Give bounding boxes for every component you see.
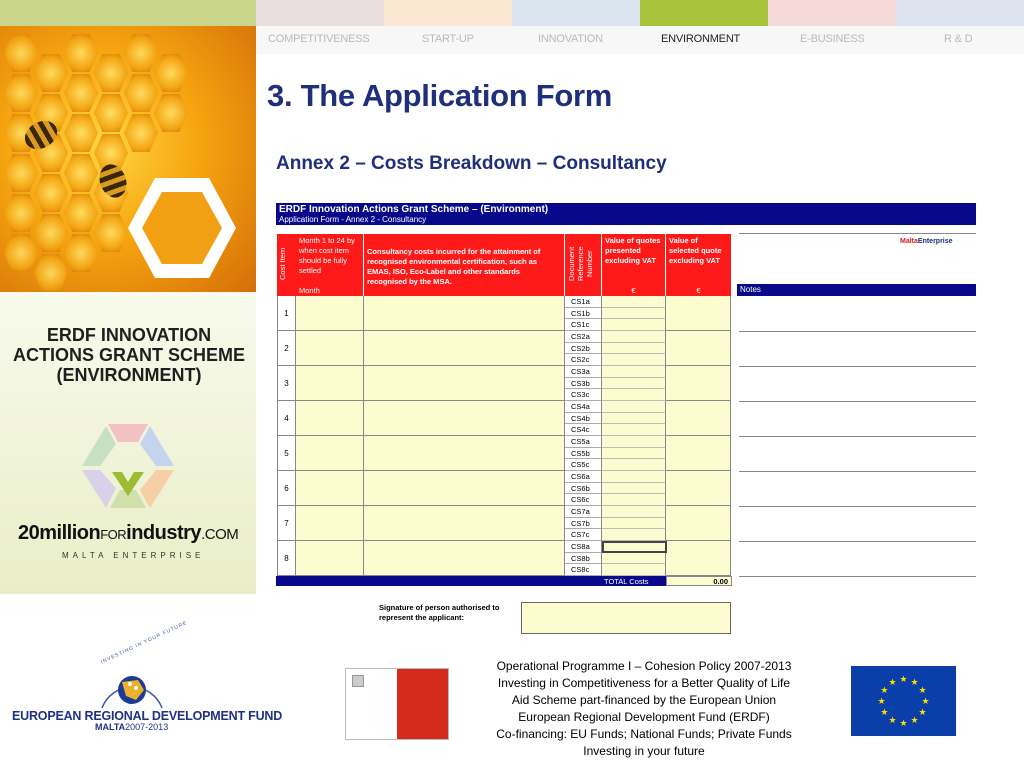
notes-line[interactable] xyxy=(739,436,976,437)
month-cell[interactable] xyxy=(296,296,364,331)
cost-item-number: 8 xyxy=(277,541,296,576)
quote-value-cell[interactable] xyxy=(602,471,666,483)
erdf-title: EUROPEAN REGIONAL DEVELOPMENT FUND xyxy=(12,709,283,723)
form-header xyxy=(276,203,976,225)
notes-line[interactable] xyxy=(739,331,976,332)
quote-value-cell[interactable] xyxy=(602,518,666,530)
quote-value-cell[interactable] xyxy=(602,483,666,495)
quote-value-cell[interactable] xyxy=(602,413,666,425)
selected-value-cell[interactable] xyxy=(666,401,731,436)
quote-value-cell[interactable] xyxy=(602,424,666,436)
doc-ref-number: CS2a xyxy=(565,331,602,343)
brand-malta-enterprise: MALTA ENTERPRISE xyxy=(62,551,205,560)
doc-ref-number: CS5c xyxy=(565,459,602,471)
doc-ref-number: CS2b xyxy=(565,343,602,355)
footer-line: Investing in Competitiveness for a Better Quality of Life xyxy=(497,676,791,690)
eu-star-icon: ★ xyxy=(899,718,908,728)
doc-ref-number: CS2c xyxy=(565,354,602,366)
notes-line[interactable] xyxy=(739,401,976,402)
selected-cell-highlight[interactable] xyxy=(602,541,667,553)
eu-star-icon: ★ xyxy=(921,696,930,706)
col-value-selected: Value of selected quote excluding VAT xyxy=(666,234,731,286)
col-docref: Document Reference Number xyxy=(565,234,601,296)
month-cell[interactable] xyxy=(296,436,364,471)
quote-value-cell[interactable] xyxy=(602,389,666,401)
notes-top-line xyxy=(739,233,976,234)
consultancy-subheader xyxy=(364,286,564,296)
quote-value-cell[interactable] xyxy=(602,308,666,320)
doc-ref-number: CS8a xyxy=(565,541,602,553)
doc-ref-number: CS1a xyxy=(565,296,602,308)
consultancy-cell[interactable] xyxy=(364,436,565,471)
quote-value-cell[interactable] xyxy=(602,494,666,506)
nav-item-innovation[interactable]: INNOVATION xyxy=(538,33,603,45)
consultancy-cell[interactable] xyxy=(364,401,565,436)
month-cell[interactable] xyxy=(296,506,364,541)
notes-line[interactable] xyxy=(739,541,976,542)
selected-value-cell[interactable] xyxy=(666,296,731,331)
month-cell[interactable] xyxy=(296,471,364,506)
consultancy-cell[interactable] xyxy=(364,541,565,576)
eu-flag-icon xyxy=(851,666,956,736)
nav-color-strip xyxy=(256,0,1024,26)
quote-value-cell[interactable] xyxy=(602,459,666,471)
selected-value-cell[interactable] xyxy=(666,471,731,506)
consultancy-cell[interactable] xyxy=(364,366,565,401)
nav-strip-segment xyxy=(256,0,384,26)
cost-item-number: 7 xyxy=(277,506,296,541)
nav-strip-segment xyxy=(640,0,768,26)
selected-value-cell[interactable] xyxy=(666,436,731,471)
doc-ref-number: CS8c xyxy=(565,564,602,576)
notes-line[interactable] xyxy=(739,366,976,367)
doc-ref-number: CS7a xyxy=(565,506,602,518)
month-cell[interactable] xyxy=(296,331,364,366)
erdf-motto: INVESTING IN YOUR FUTURE xyxy=(100,619,189,666)
total-label: TOTAL Costs xyxy=(604,577,649,586)
quote-value-cell[interactable] xyxy=(602,378,666,390)
doc-ref-number: CS7c xyxy=(565,529,602,541)
nav-item-r-d[interactable]: R & D xyxy=(944,33,973,45)
selected-value-cell[interactable] xyxy=(666,331,731,366)
quote-value-cell[interactable] xyxy=(602,354,666,366)
col-month: Month 1 to 24 by when cost item should be fully settled xyxy=(296,234,363,286)
footer-line: European Regional Development Fund (ERDF) xyxy=(518,710,770,724)
quote-value-cell[interactable] xyxy=(602,448,666,460)
nav-strip-segment xyxy=(768,0,896,26)
nav-strip-segment xyxy=(512,0,640,26)
quote-value-cell[interactable] xyxy=(602,331,666,343)
doc-ref-number: CS3a xyxy=(565,366,602,378)
doc-ref-number: CS7b xyxy=(565,518,602,530)
selected-value-cell[interactable] xyxy=(666,366,731,401)
sidebar-top-band xyxy=(0,0,256,26)
month-cell[interactable] xyxy=(296,366,364,401)
signature-field[interactable] xyxy=(521,602,731,634)
quote-value-cell[interactable] xyxy=(602,553,666,565)
doc-ref-number: CS5b xyxy=(565,448,602,460)
quote-value-cell[interactable] xyxy=(602,564,666,576)
honeycomb-image xyxy=(0,26,256,292)
erdf-malta-years: MALTA2007-2013 xyxy=(95,722,169,732)
month-cell[interactable] xyxy=(296,541,364,576)
eu-star-icon: ★ xyxy=(899,674,908,684)
month-cell[interactable] xyxy=(296,401,364,436)
consultancy-cell[interactable] xyxy=(364,296,565,331)
doc-ref-number: CS4b xyxy=(565,413,602,425)
eu-star-icon: ★ xyxy=(918,685,927,695)
doc-ref-number: CS4c xyxy=(565,424,602,436)
20million-logo-icon xyxy=(78,420,178,512)
cost-item-number: 5 xyxy=(277,436,296,471)
malta-flag-icon xyxy=(345,668,449,740)
notes-line[interactable] xyxy=(739,506,976,507)
doc-ref-number: CS1b xyxy=(565,308,602,320)
doc-ref-number: CS5a xyxy=(565,436,602,448)
cost-item-number: 3 xyxy=(277,366,296,401)
doc-ref-number: CS1c xyxy=(565,319,602,331)
footer-line: Investing in your future xyxy=(583,744,705,758)
consultancy-cell[interactable] xyxy=(364,331,565,366)
eu-star-icon: ★ xyxy=(888,715,897,726)
eu-star-icon: ★ xyxy=(880,707,889,717)
notes-header: Notes xyxy=(737,284,976,296)
currency-quotes: € xyxy=(602,286,665,296)
scheme-title: ERDF INNOVATION ACTIONS GRANT SCHEME (ENVIRONMENT) xyxy=(12,325,245,385)
doc-ref-number: CS3c xyxy=(565,389,602,401)
cost-item-number: 6 xyxy=(277,471,296,506)
footer-line: Co-financing: EU Funds; National Funds; Private Funds xyxy=(496,727,792,741)
cost-item-number: 4 xyxy=(277,401,296,436)
erdf-malta-logo-icon xyxy=(92,660,172,712)
footer-text xyxy=(463,658,825,760)
footer-line: Operational Programme I – Cohesion Policy 2007-2013 xyxy=(496,659,792,673)
nav-item-start-up[interactable]: START-UP xyxy=(422,33,474,45)
doc-ref-number: CS8b xyxy=(565,553,602,565)
quote-value-cell[interactable] xyxy=(602,319,666,331)
notes-line[interactable] xyxy=(739,471,976,472)
brand-20million: 20millionFORindustry.COM xyxy=(18,522,239,544)
total-row xyxy=(276,576,732,586)
quote-value-cell[interactable] xyxy=(602,296,666,308)
doc-ref-number: CS6b xyxy=(565,483,602,495)
selected-value-cell[interactable] xyxy=(666,541,731,576)
selected-value-cell[interactable] xyxy=(666,506,731,541)
month-subheader: Month xyxy=(296,286,363,296)
nav-strip-segment xyxy=(384,0,512,26)
nav-item-e-business[interactable]: E-BUSINESS xyxy=(800,33,865,45)
quote-value-cell[interactable] xyxy=(602,529,666,541)
consultancy-cell[interactable] xyxy=(364,506,565,541)
doc-ref-number: CS6c xyxy=(565,494,602,506)
form-subtitle: Application Form - Annex 2 - Consultancy xyxy=(279,215,427,224)
cost-item-number: 1 xyxy=(277,296,296,331)
doc-ref-number: CS6a xyxy=(565,471,602,483)
nav-item-environment[interactable]: ENVIRONMENT xyxy=(661,33,741,45)
eu-star-icon: ★ xyxy=(918,707,927,717)
eu-star-icon: ★ xyxy=(910,676,919,687)
cost-item-number: 2 xyxy=(277,331,296,366)
consultancy-cell[interactable] xyxy=(364,471,565,506)
currency-selected: € xyxy=(666,286,731,296)
form-title: ERDF Innovation Actions Grant Scheme – (Environment) xyxy=(279,204,549,215)
left-sidebar xyxy=(0,0,256,594)
nav-item-competitiveness[interactable]: COMPETITIVENESS xyxy=(268,33,370,45)
col-value-quotes: Value of quotes presented excluding VAT xyxy=(602,234,665,286)
total-value: 0.00 xyxy=(666,576,732,586)
top-nav xyxy=(256,26,1024,54)
quote-value-cell[interactable] xyxy=(602,506,666,518)
eu-star-icon: ★ xyxy=(880,685,889,695)
signature-label: Signature of person authorised to represent the applicant: xyxy=(379,603,500,622)
page-subtitle: Annex 2 – Costs Breakdown – Consultancy xyxy=(276,153,667,174)
malta-enterprise-logo: MaltaEnterprise xyxy=(900,238,953,245)
quote-value-cell[interactable] xyxy=(602,436,666,448)
nav-strip-segment xyxy=(896,0,1024,26)
col-consultancy: Consultancy costs incurred for the attainment of recognised environmental certification, such as EMAS, ISO, Eco-Label and other standards recognised by the MSA. xyxy=(364,234,564,286)
eu-star-icon: ★ xyxy=(910,715,919,726)
quote-value-cell[interactable] xyxy=(602,401,666,413)
doc-ref-number: CS3b xyxy=(565,378,602,390)
page-title: 3. The Application Form xyxy=(267,78,613,113)
quote-value-cell[interactable] xyxy=(602,366,666,378)
col-cost-item: Cost Item xyxy=(277,234,296,296)
notes-line[interactable] xyxy=(739,576,976,577)
eu-star-icon: ★ xyxy=(888,676,897,687)
footer-line: Aid Scheme part-financed by the European Union xyxy=(511,693,777,707)
quote-value-cell[interactable] xyxy=(602,343,666,355)
doc-ref-number: CS4a xyxy=(565,401,602,413)
eu-star-icon: ★ xyxy=(877,696,886,706)
